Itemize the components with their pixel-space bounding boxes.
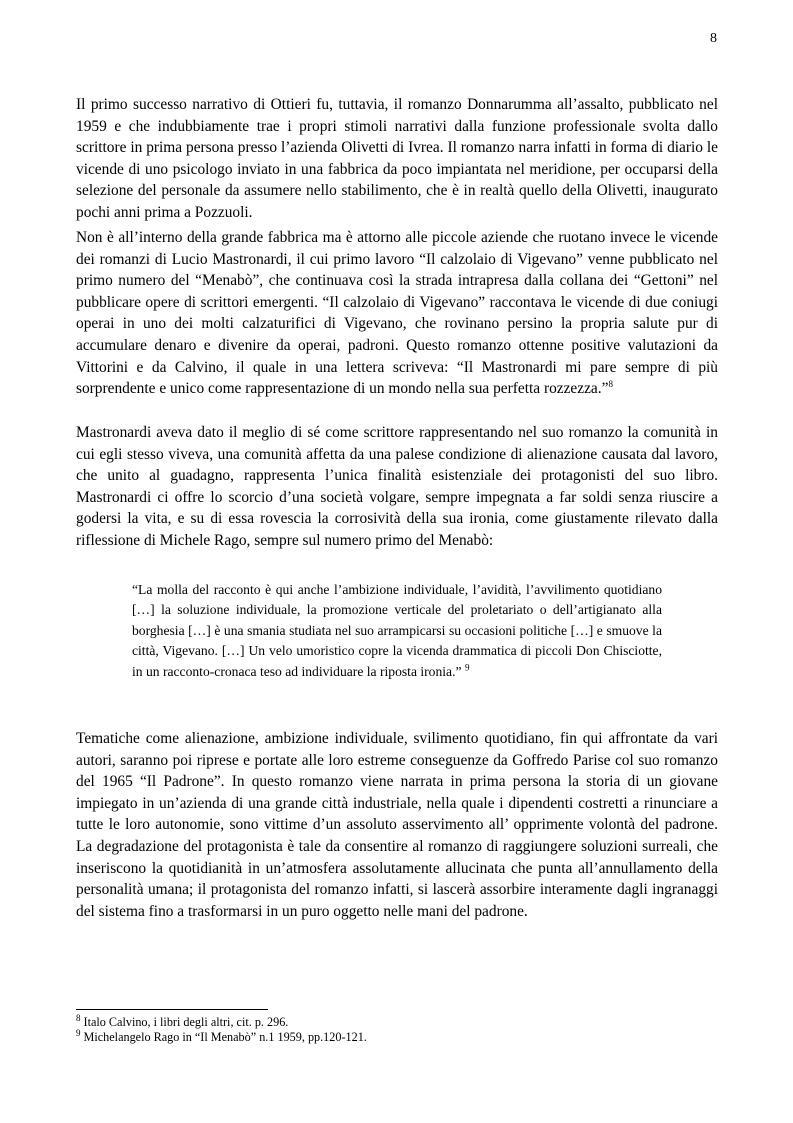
footnote-separator	[76, 1009, 268, 1010]
footnote-ref-8[interactable]: 8	[608, 379, 613, 390]
footnote-ref-9[interactable]: 9	[464, 662, 470, 673]
footnote-8	[76, 1012, 718, 1030]
paragraph-parise	[76, 728, 718, 922]
paragraph-donnarumma	[76, 94, 718, 224]
footnote-text: Michelangelo Rago in “Il Menabò” n.1 1959, pp.120-121.	[83, 1030, 367, 1044]
footnote-number: 9	[76, 1027, 81, 1038]
footnote-number: 8	[76, 1012, 81, 1023]
block-quote-rago	[132, 580, 662, 682]
footnote-text: Italo Calvino, i libri degli altri, cit. p. 296.	[83, 1015, 289, 1029]
paragraph-text: Tematiche come alienazione, ambizione individuale, svilimento quotidiano, fin qui affrontate da vari autori, saranno poi riprese e portate alle loro estreme conseguenze da Goffredo Parise col suo romanzo del 1965 “Il Padrone”. In questo romanzo viene narrata in prima persona la storia di un giovane impiegato in un’azienda di una grande città industriale, nella quale i dipendenti costretti a rinunciare a tutte le loro autonomie, sono vittime d’un assoluto asservimento all’ opprimente volontà del padrone. La degradazione del protagonista è tale da consentire al romanzo di raggiungere soluzioni surreali, che inseriscono la quotidianità in un’atmosfera assolutamente allucinata che punta all’annullamento della personalità umana; il protagonista del romanzo infatti, si lascerà assorbire interamente dagli ingranaggi del sistema fino a trasformarsi in un puro oggetto nelle mani del padrone.	[76, 730, 718, 920]
footnote-9	[76, 1027, 718, 1045]
quote-text: “La molla del racconto è qui anche l’ambizione individuale, l’avidità, l’avvilimento quotidiano […] la soluzione individuale, la promozione verticale del proletariato o dell’artigianato alla borghesia […] è una smania studiata nel suo arrampicarsi su occasioni politiche […] e smuove la città, Vigevano. […] Un velo umoristico copre la vicenda drammatica di piccoli Don Chisciotte, in un racconto-cronaca teso ad individuare la riposta ironia.”	[132, 582, 662, 679]
paragraph-text: Non è all’interno della grande fabbrica ma è attorno alle piccole aziende che ruotano invece le vicende dei romanzi di Lucio Mastronardi, il cui primo lavoro “Il calzolaio di Vigevano” venne pubblicato nel primo numero del “Menabò”, che continuava così la strada intrapresa dalla collana dei “Gettoni” nel pubblicare opere di scrittori emergenti. “Il calzolaio di Vigevano” raccontava le vicende di due coniugi operai in uno dei molti calzaturifici di Vigevano, che rovinano persino la propria salute pur di accumulare denaro e divenire da operai, padroni. Questo romanzo ottenne positive valutazioni da Vittorini e da Calvino, il quale in una lettera scriveva: “Il Mastronardi mi pare sempre di più sorprendente e unico come rappresentazione di un mondo nella sua perfetta rozzezza.”	[76, 229, 718, 398]
paragraph-text: Il primo successo narrativo di Ottieri fu, tuttavia, il romanzo Donnarumma all’assalto, pubblicato nel 1959 e che indubbiamente trae i propri stimoli narrativi dalla funzione professionale svolta dallo scrittore in prima persona presso l’azienda Olivetti di Ivrea. Il romanzo narra infatti in forma di diario le vicende di uno psicologo inviato in una fabbrica da poco impiantata nel meridione, per occuparsi della selezione del personale da assumere nello stabilimento, che è in realtà quello della Olivetti, inaugurato pochi anni prima a Pozzuoli.	[76, 96, 718, 221]
paragraph-mastronardi	[76, 227, 718, 400]
page-number: 8	[710, 31, 717, 46]
paragraph-text: Mastronardi aveva dato il meglio di sé come scrittore rappresentando nel suo romanzo la comunità in cui egli stesso viveva, una comunità affetta da una palese condizione di alienazione causata dal lavoro, che unito al guadagno, rappresenta l’unica finalità esistenziale dei protagonisti del suo libro. Mastronardi ci offre lo scorcio d’una società volgare, sempre impegnata a far soldi senza riuscire a godersi la vita, e su di essa rovescia la corrosività della sua ironia, come giustamente rilevato dalla riflessione di Michele Rago, sempre sul numero primo del Menabò:	[76, 424, 718, 549]
paragraph-community	[76, 422, 718, 552]
footnotes	[76, 1012, 718, 1045]
